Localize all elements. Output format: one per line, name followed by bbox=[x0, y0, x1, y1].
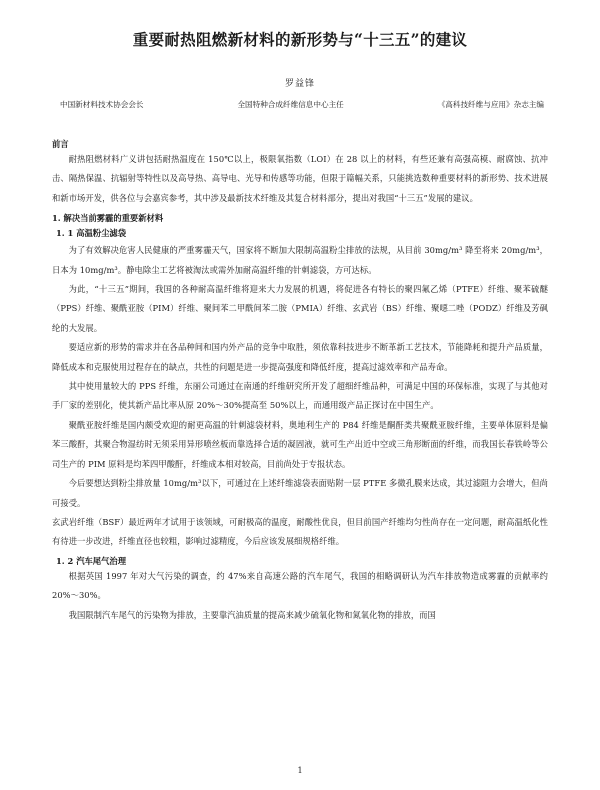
body-paragraph: 聚酰亚胺纤维是国内颇受欢迎的耐更高温的针刺滤袋材料，奥地利生产的 P84 纤维是酮酐类共聚酰亚胺纤维，主要单体原料是偏苯三酸酐，其聚合物湿纺时无须采用异形喷丝板而靠选择合适的凝固液，就可生产出近中空或三角形断面的纤维，而我国长春铁岭等公司生产的 PIM 原料是均苯四甲酸酐，纤维成本相对较高，目前尚处于专报状态。 bbox=[52, 419, 548, 469]
affiliation-1: 中国新材料技术协会会长 bbox=[60, 100, 144, 109]
body-paragraph: 玄武岩纤维（BSF）最近两年才试用于该领域，可耐极高的温度，耐酸性优良，但目前国产纤维均匀性尚存在一定问题，耐高温纸化性有待进一步改进，纤维直径也较粗，影响过滤精度，今后应该发展细规格纤维。 bbox=[52, 516, 548, 547]
body-paragraph: 要适应新的形势的需求并在各品种间和国内外产品的竞争中取胜，须依靠科技进步不断革新工艺技术，节能降耗和提升产品质量，降低成本和克服使用过程存在的缺点，共性的问题是进一步提高强度和降低纤度，提高过滤效率和产品寿命。 bbox=[52, 342, 548, 372]
preface-paragraph: 耐热阻燃材料广义讲包括耐热温度在 150℃以上，极限氧指数（LOI）在 28 以上的材料，有些还兼有高强高模、耐腐蚀、抗冲击、隔热保温、抗辐射等特性以及高导热、高导电、光导和传感等功能，但限于篇幅关系，只能挑选数种重要材料的新形势、技术进展和新市场开发，供各位与会嘉宾参考，其中涉及最新技术纤维及其复合材料部分，提出对我国“十三五”发展的建议。 bbox=[52, 154, 548, 203]
preface-heading: 前言 bbox=[52, 139, 69, 149]
body-paragraph: 今后要想达到粉尘排放量 10mg/m³以下，可通过在上述纤维滤袋表面贴附一层 PTFE 多微孔膜来达成，其过滤阻力会增大，但尚可接受。 bbox=[52, 478, 548, 508]
affiliation-2: 全国特种合成纤维信息中心主任 bbox=[237, 100, 344, 109]
section-1-2-heading: 1. 2 汽车尾气治理 bbox=[56, 555, 126, 566]
author-name: 罗益锋 bbox=[284, 79, 315, 89]
page-title: 重要耐热阻燃新材料的新形势与“十三五”的建议 bbox=[132, 30, 468, 49]
section-1-1-heading: 1. 1 高温粉尘滤袋 bbox=[56, 228, 126, 239]
section-1-heading: 1. 解决当前雾霾的重要新材料 bbox=[52, 213, 164, 224]
body-paragraph: 其中使用量较大的 PPS 纤维，东丽公司通过在南通的纤维研究所开发了超细纤维品种，可满足中国的环保标准，实现了与其他对手厂家的差别化，使其新产品比率从原 20%～30%提高至 50%以上，而通用级产品正探讨在中国生产。 bbox=[52, 381, 548, 411]
body-paragraph: 为此，“十三五”期间，我国的各种耐高温纤维将迎来大力发展的机遇，将促进各有特长的聚四氟乙烯（PTFE）纤维、聚苯硫醚（PPS）纤维、聚酰亚胺（PIM）纤维、聚间苯二甲酰间苯二胺（PMIA）纤维、玄武岩（BS）纤维、聚噁二唑（PODZ）纤维及芳砜纶的大发展。 bbox=[52, 284, 548, 333]
author-affiliations bbox=[52, 100, 548, 110]
body-paragraph: 根据英国 1997 年对大气污染的调查，约 47%来自高速公路的汽车尾气，我国的相略调研认为汽车排放物造成雾霾的贡献率约 20%～30%。 bbox=[52, 570, 548, 601]
page-number: 1 bbox=[297, 766, 303, 775]
affiliation-3: 《高科技纤维与应用》杂志主编 bbox=[437, 100, 544, 109]
body-paragraph: 我国限制汽车尾气的污染物为排放，主要靠汽油质量的提高来减少硫氧化物和氮氧化物的排放，而国 bbox=[68, 609, 436, 620]
body-paragraph: 为了有效解决危害人民健康的严重雾霾天气，国家将不断加大限制高温粉尘排放的法规，从目前 30mg/m³ 降至将来 20mg/m³，日本为 10mg/m³。静电除尘工艺将被淘汰或需外加耐高温纤维的针刺滤袋，方可达标。 bbox=[52, 245, 548, 275]
